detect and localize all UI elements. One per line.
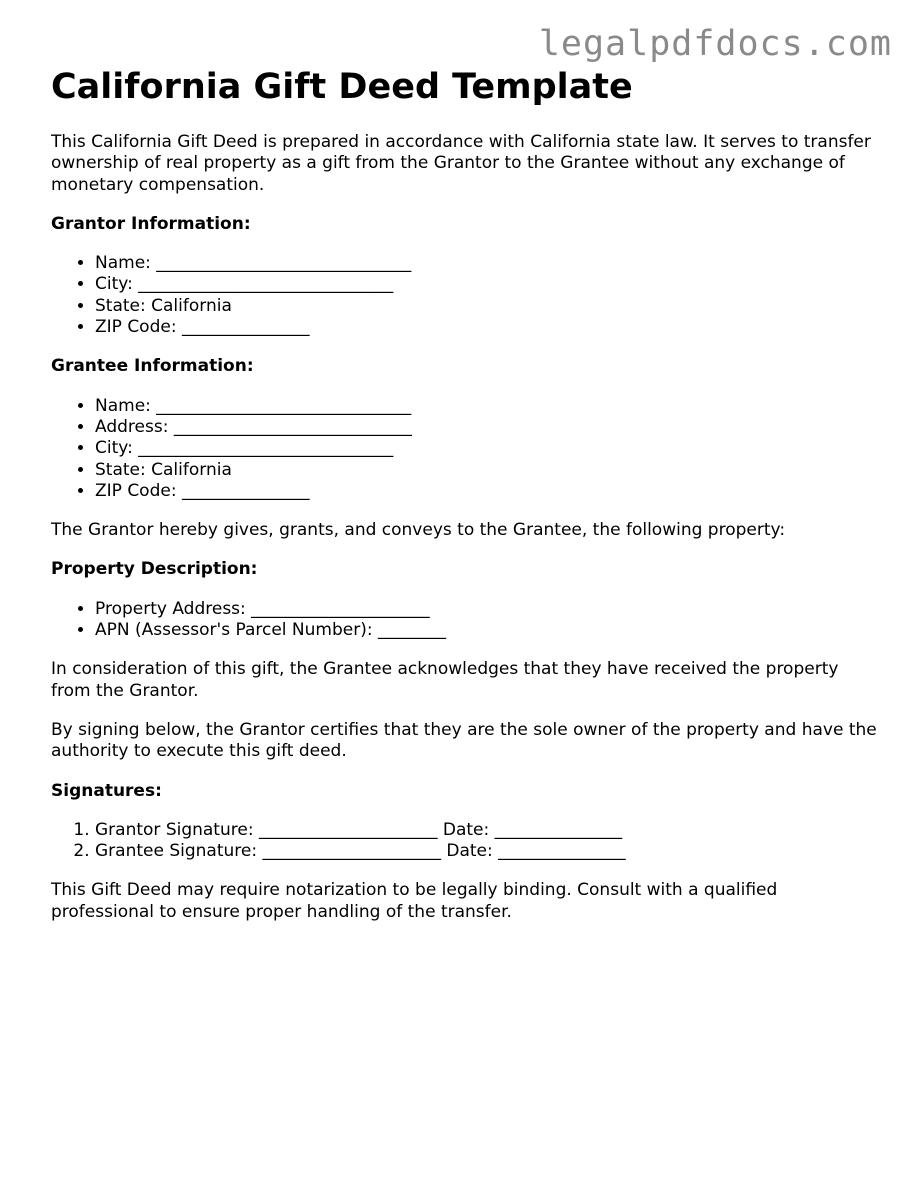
document-body xyxy=(51,64,881,923)
intro-paragraph: This California Gift Deed is prepared in accordance with California state law. It serves to transfer ownership of real property as a gift from the Grantor to the Grantee without any exchange of monetary compensation. xyxy=(51,132,871,195)
grantor-state-field: • State: California xyxy=(95,296,881,317)
property-heading: Property Description: xyxy=(51,559,258,580)
grantee-list xyxy=(51,396,881,502)
grantor-zip-field: • ZIP Code: _______________ xyxy=(95,317,881,338)
grantor-signature-line: 1. Grantor Signature: _____________________ Date: _______________ xyxy=(95,820,881,841)
grantor-list xyxy=(51,253,881,338)
watermark: legalpdfdocs.com xyxy=(538,24,892,64)
grantee-signature-line: 2. Grantee Signature: _____________________ Date: _______________ xyxy=(95,841,881,862)
grantee-zip-field: • ZIP Code: _______________ xyxy=(95,481,881,502)
property-list xyxy=(51,599,881,642)
property-apn-field: • APN (Assessor's Parcel Number): ________ xyxy=(95,620,881,641)
closing-paragraph: This Gift Deed may require notarization to be legally binding. Consult with a qualified professional to ensure proper handling of the transfer. xyxy=(51,880,778,922)
signatures-heading: Signatures: xyxy=(51,780,162,801)
grantee-heading: Grantee Information: xyxy=(51,356,254,377)
grantor-heading: Grantor Information: xyxy=(51,213,251,234)
grantor-city-field: • City: ______________________________ xyxy=(95,274,881,295)
page-title: California Gift Deed Template xyxy=(51,67,633,107)
grantee-state-field: • State: California xyxy=(95,460,881,481)
grantee-city-field: • City: ______________________________ xyxy=(95,438,881,459)
signatures-list xyxy=(51,820,881,863)
consideration-paragraph: In consideration of this gift, the Grantee acknowledges that they have received the property from the Grantor. xyxy=(51,659,839,701)
grantor-name-field: • Name: ______________________________ xyxy=(95,253,881,274)
grantee-name-field: • Name: ______________________________ xyxy=(95,396,881,417)
certification-paragraph: By signing below, the Grantor certifies that they are the sole owner of the property and have the authority to execute this gift deed. xyxy=(51,719,877,762)
conveyance-paragraph: The Grantor hereby gives, grants, and conveys to the Grantee, the following property: xyxy=(51,520,786,541)
property-address-field: • Property Address: _____________________ xyxy=(95,599,881,620)
grantee-address-field: • Address: ____________________________ xyxy=(95,417,881,438)
